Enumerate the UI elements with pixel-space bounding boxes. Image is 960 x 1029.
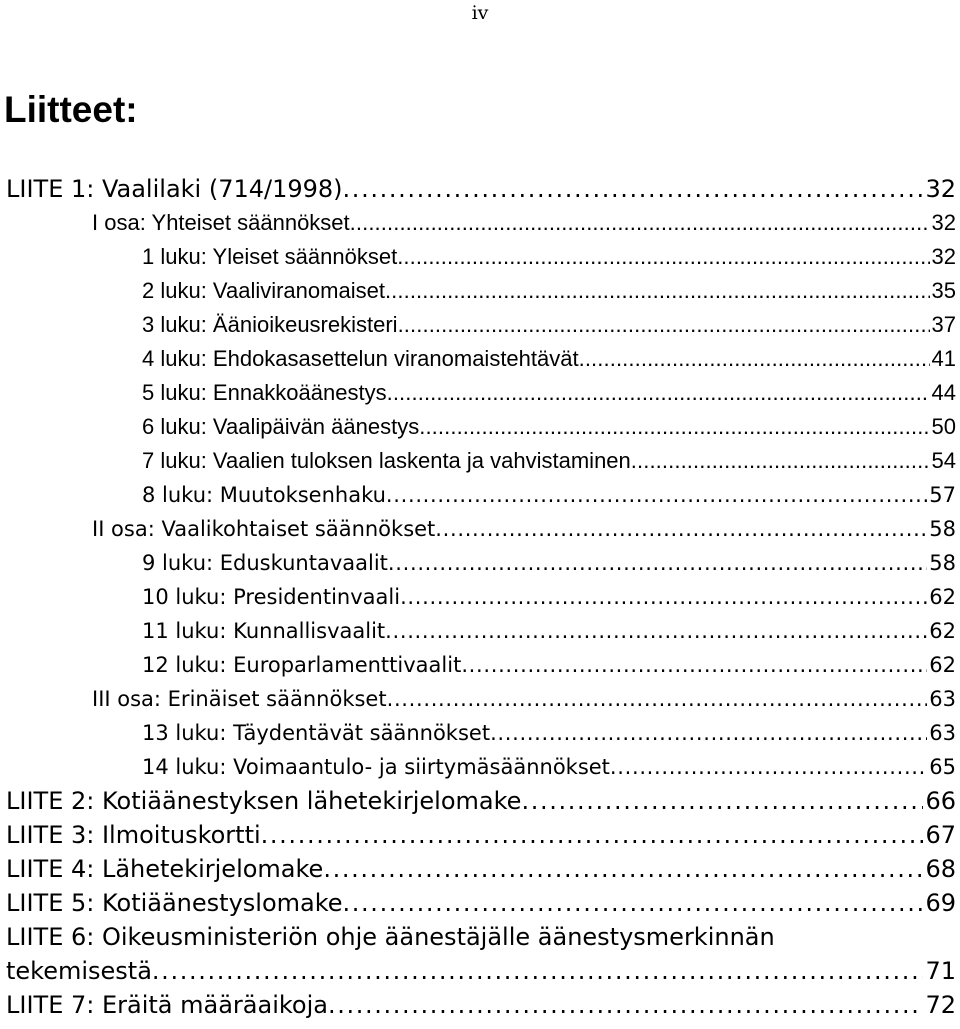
toc-entry-page: 62 xyxy=(929,619,956,643)
toc-entry[interactable] xyxy=(0,546,960,580)
toc-entry[interactable] xyxy=(0,580,960,614)
toc-entry-page: 32 xyxy=(931,244,956,269)
toc-entry-title: 12 luku: Europarlamenttivaalit xyxy=(142,653,462,677)
toc-entry-title: III osa: Erinäiset säännökset xyxy=(92,687,387,711)
toc-entry[interactable] xyxy=(0,206,960,240)
dot-leader xyxy=(461,648,927,682)
toc-entry-title: LIITE 6: Oikeusministeriön ohje äänestäjälle äänestysmerkinnän xyxy=(6,923,775,951)
dot-leader xyxy=(398,308,930,342)
toc-entry-title: LIITE 5: Kotiäänestyslomake xyxy=(6,889,343,917)
toc-entry-title: 2 luku: Vaaliviranomaiset xyxy=(142,278,385,303)
dot-leader xyxy=(610,750,927,784)
dot-leader xyxy=(343,172,924,206)
dot-leader xyxy=(490,716,927,750)
dot-leader xyxy=(419,410,929,444)
toc-entry-title: LIITE 4: Lähetekirjelomake xyxy=(6,855,324,883)
toc-entry-title: tekemisestä xyxy=(6,957,152,985)
dot-leader xyxy=(387,376,930,410)
toc-entry[interactable] xyxy=(0,308,960,342)
toc-entry-title: LIITE 1: Vaalilaki (714/1998) xyxy=(6,175,343,203)
toc-entry-page: 62 xyxy=(929,585,956,609)
toc-entry-page: 37 xyxy=(931,312,956,337)
toc-entry-page: 57 xyxy=(929,483,956,507)
dot-leader xyxy=(385,274,930,308)
toc-entry-title: I osa: Yhteiset säännökset xyxy=(92,210,350,235)
dot-leader xyxy=(385,614,927,648)
toc-entry-page: 71 xyxy=(925,957,956,985)
toc-entry[interactable] xyxy=(0,852,960,886)
dot-leader xyxy=(435,512,927,546)
dot-leader xyxy=(386,478,927,512)
toc-entry[interactable] xyxy=(0,478,960,512)
toc-entry-page: 67 xyxy=(925,821,956,849)
toc-entry-page: 41 xyxy=(931,346,956,371)
toc-entry-page: 54 xyxy=(931,448,956,473)
toc-entry-page: 68 xyxy=(925,855,956,883)
toc-entry-page: 44 xyxy=(931,380,956,405)
toc-entry[interactable] xyxy=(0,444,960,478)
toc-entry[interactable] xyxy=(0,886,960,920)
toc-entry[interactable] xyxy=(0,750,960,784)
toc-entry[interactable] xyxy=(0,376,960,410)
toc-entry-title: 5 luku: Ennakkoäänestys xyxy=(142,380,387,405)
toc-entry-page: 62 xyxy=(929,653,956,677)
dot-leader xyxy=(397,240,929,274)
dot-leader xyxy=(400,580,927,614)
toc-entry-page: 66 xyxy=(925,787,956,815)
toc-entry-title: 4 luku: Ehdokasasettelun viranomaistehtävät xyxy=(142,346,579,371)
toc-entry[interactable] xyxy=(0,274,960,308)
toc-entry-page: 72 xyxy=(925,991,956,1019)
toc-entry[interactable] xyxy=(0,342,960,376)
toc-entry-page: 35 xyxy=(931,278,956,303)
toc-entry-title: LIITE 7: Eräitä määräaikoja xyxy=(6,991,328,1019)
dot-leader xyxy=(152,954,924,988)
dot-leader xyxy=(387,682,928,716)
toc-entry[interactable] xyxy=(0,954,960,988)
dot-leader xyxy=(579,342,930,376)
dot-leader xyxy=(343,886,924,920)
toc-entry-title: 7 luku: Vaalien tuloksen laskenta ja vahvistaminen xyxy=(142,448,631,473)
toc-entry-title: 3 luku: Äänioikeusrekisteri xyxy=(142,312,398,337)
toc-entry[interactable] xyxy=(0,240,960,274)
dot-leader xyxy=(388,546,927,580)
toc-entry[interactable] xyxy=(0,172,960,206)
dot-leader xyxy=(521,784,923,818)
dot-leader xyxy=(328,988,923,1022)
toc-entry-title: 9 luku: Eduskuntavaalit xyxy=(142,551,388,575)
toc-entry-title: 10 luku: Presidentinvaali xyxy=(142,585,401,609)
toc-entry-page: 65 xyxy=(929,755,956,779)
toc-entry-page: 63 xyxy=(929,721,956,745)
toc-entry[interactable] xyxy=(0,410,960,444)
toc-entry[interactable] xyxy=(0,716,960,750)
dot-leader xyxy=(631,444,930,478)
toc-entry-page: 63 xyxy=(929,687,956,711)
toc-entry-page: 32 xyxy=(925,175,956,203)
dot-leader xyxy=(261,818,924,852)
toc-entry-title: II osa: Vaalikohtaiset säännökset xyxy=(92,517,436,541)
toc-entry-title: 6 luku: Vaalipäivän äänestys xyxy=(142,414,420,439)
toc-entry-page: 32 xyxy=(931,210,956,235)
toc-entry-title: LIITE 2: Kotiäänestyksen lähetekirjelomake xyxy=(6,787,522,815)
toc-entry-title: 8 luku: Muutoksenhaku xyxy=(142,483,386,507)
toc-entry[interactable] xyxy=(0,648,960,682)
toc-entry-title: 11 luku: Kunnallisvaalit xyxy=(142,619,386,643)
dot-leader xyxy=(350,206,930,240)
toc-entry[interactable] xyxy=(0,988,960,1022)
table-of-contents xyxy=(0,172,960,1022)
toc-entry-title: 1 luku: Yleiset säännökset xyxy=(142,244,398,269)
page-number: iv xyxy=(471,2,489,24)
toc-entry-title: 13 luku: Täydentävät säännökset xyxy=(142,721,491,745)
toc-entry-page: 69 xyxy=(925,889,956,917)
toc-entry-title: 14 luku: Voimaantulo- ja siirtymäsäännökset xyxy=(142,755,610,779)
toc-entry[interactable] xyxy=(0,682,960,716)
toc-entry[interactable] xyxy=(0,614,960,648)
toc-entry[interactable] xyxy=(0,784,960,818)
toc-entry[interactable] xyxy=(0,818,960,852)
toc-entry-page: 58 xyxy=(929,551,956,575)
page-title: Liitteet: xyxy=(4,89,138,130)
dot-leader xyxy=(323,852,923,886)
toc-entry[interactable] xyxy=(0,512,960,546)
toc-entry-title: LIITE 3: Ilmoituskortti xyxy=(6,821,261,849)
toc-entry[interactable] xyxy=(0,920,960,954)
toc-entry-page: 58 xyxy=(929,517,956,541)
toc-entry-page: 50 xyxy=(931,414,956,439)
